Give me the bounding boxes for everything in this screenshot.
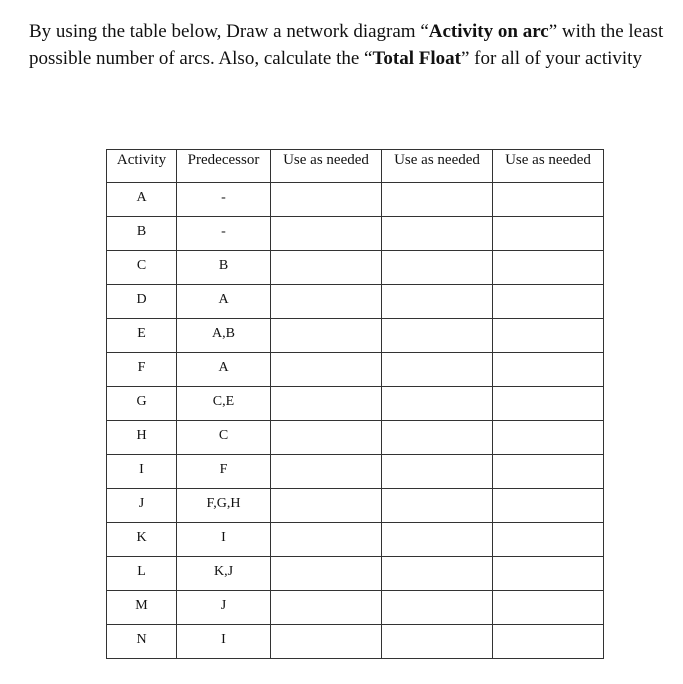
empty-cell xyxy=(493,557,604,591)
table-row xyxy=(107,625,604,659)
activity-cell: L xyxy=(107,557,177,591)
activity-cell: A xyxy=(107,183,177,217)
empty-cell xyxy=(382,217,493,251)
predecessor-cell: J xyxy=(177,591,271,625)
predecessor-cell: K,J xyxy=(177,557,271,591)
empty-cell xyxy=(382,455,493,489)
prompt-bold-total-float: Total Float xyxy=(372,48,461,69)
empty-cell xyxy=(271,217,382,251)
empty-cell xyxy=(271,557,382,591)
empty-cell xyxy=(271,251,382,285)
table-row xyxy=(107,183,604,217)
header-predecessor: Predecessor xyxy=(177,150,271,183)
predecessor-cell: F,G,H xyxy=(177,489,271,523)
empty-cell xyxy=(271,183,382,217)
empty-cell xyxy=(493,353,604,387)
prompt-text-3: ” for all of your activity xyxy=(460,48,642,69)
empty-cell xyxy=(382,421,493,455)
empty-cell xyxy=(382,591,493,625)
empty-cell xyxy=(271,421,382,455)
prompt-text-2: ” with the least possible number of arcs. Also, calculate the “ xyxy=(29,21,664,69)
activity-cell: I xyxy=(107,455,177,489)
activity-cell: G xyxy=(107,387,177,421)
predecessor-cell: I xyxy=(177,523,271,557)
empty-cell xyxy=(271,455,382,489)
empty-cell xyxy=(493,421,604,455)
empty-cell xyxy=(382,183,493,217)
empty-cell xyxy=(382,285,493,319)
header-activity: Activity xyxy=(107,150,177,183)
empty-cell xyxy=(493,455,604,489)
predecessor-cell: A xyxy=(177,285,271,319)
empty-cell xyxy=(493,183,604,217)
empty-cell xyxy=(493,319,604,353)
table-row xyxy=(107,251,604,285)
activity-cell: M xyxy=(107,591,177,625)
empty-cell xyxy=(271,625,382,659)
table-row xyxy=(107,285,604,319)
activity-cell: E xyxy=(107,319,177,353)
empty-cell xyxy=(493,489,604,523)
empty-cell xyxy=(382,625,493,659)
activity-table xyxy=(106,149,604,659)
empty-cell xyxy=(382,523,493,557)
empty-cell xyxy=(382,251,493,285)
activity-cell: H xyxy=(107,421,177,455)
empty-cell xyxy=(271,591,382,625)
table-row xyxy=(107,353,604,387)
empty-cell xyxy=(493,217,604,251)
empty-cell xyxy=(382,557,493,591)
empty-cell xyxy=(271,387,382,421)
predecessor-cell: - xyxy=(177,183,271,217)
predecessor-cell: - xyxy=(177,217,271,251)
activity-cell: N xyxy=(107,625,177,659)
predecessor-cell: C xyxy=(177,421,271,455)
empty-cell xyxy=(271,285,382,319)
empty-cell xyxy=(382,489,493,523)
predecessor-cell: I xyxy=(177,625,271,659)
empty-cell xyxy=(382,319,493,353)
table-row xyxy=(107,591,604,625)
empty-cell xyxy=(271,319,382,353)
empty-cell xyxy=(271,523,382,557)
header-use-as-needed-2: Use as needed xyxy=(382,150,493,183)
predecessor-cell: C,E xyxy=(177,387,271,421)
table-row xyxy=(107,217,604,251)
table-row xyxy=(107,557,604,591)
header-use-as-needed-3: Use as needed xyxy=(493,150,604,183)
empty-cell xyxy=(493,523,604,557)
prompt-text-1: By using the table below, Draw a network diagram “ xyxy=(29,21,429,42)
table-row xyxy=(107,319,604,353)
activity-cell: C xyxy=(107,251,177,285)
empty-cell xyxy=(493,387,604,421)
empty-cell xyxy=(382,387,493,421)
activity-cell: J xyxy=(107,489,177,523)
header-use-as-needed-1: Use as needed xyxy=(271,150,382,183)
table-row xyxy=(107,523,604,557)
table-row xyxy=(107,489,604,523)
predecessor-cell: A xyxy=(177,353,271,387)
table-row xyxy=(107,421,604,455)
prompt-bold-activity-on-arc: Activity on arc xyxy=(428,21,549,42)
empty-cell xyxy=(493,625,604,659)
predecessor-cell: B xyxy=(177,251,271,285)
table-row xyxy=(107,455,604,489)
activity-cell: D xyxy=(107,285,177,319)
empty-cell xyxy=(271,353,382,387)
empty-cell xyxy=(493,591,604,625)
empty-cell xyxy=(493,285,604,319)
predecessor-cell: F xyxy=(177,455,271,489)
question-prompt xyxy=(29,18,669,72)
activity-cell: K xyxy=(107,523,177,557)
empty-cell xyxy=(382,353,493,387)
empty-cell xyxy=(271,489,382,523)
empty-cell xyxy=(493,251,604,285)
table-row xyxy=(107,387,604,421)
activity-cell: B xyxy=(107,217,177,251)
table-header-row xyxy=(107,150,604,183)
activity-cell: F xyxy=(107,353,177,387)
predecessor-cell: A,B xyxy=(177,319,271,353)
